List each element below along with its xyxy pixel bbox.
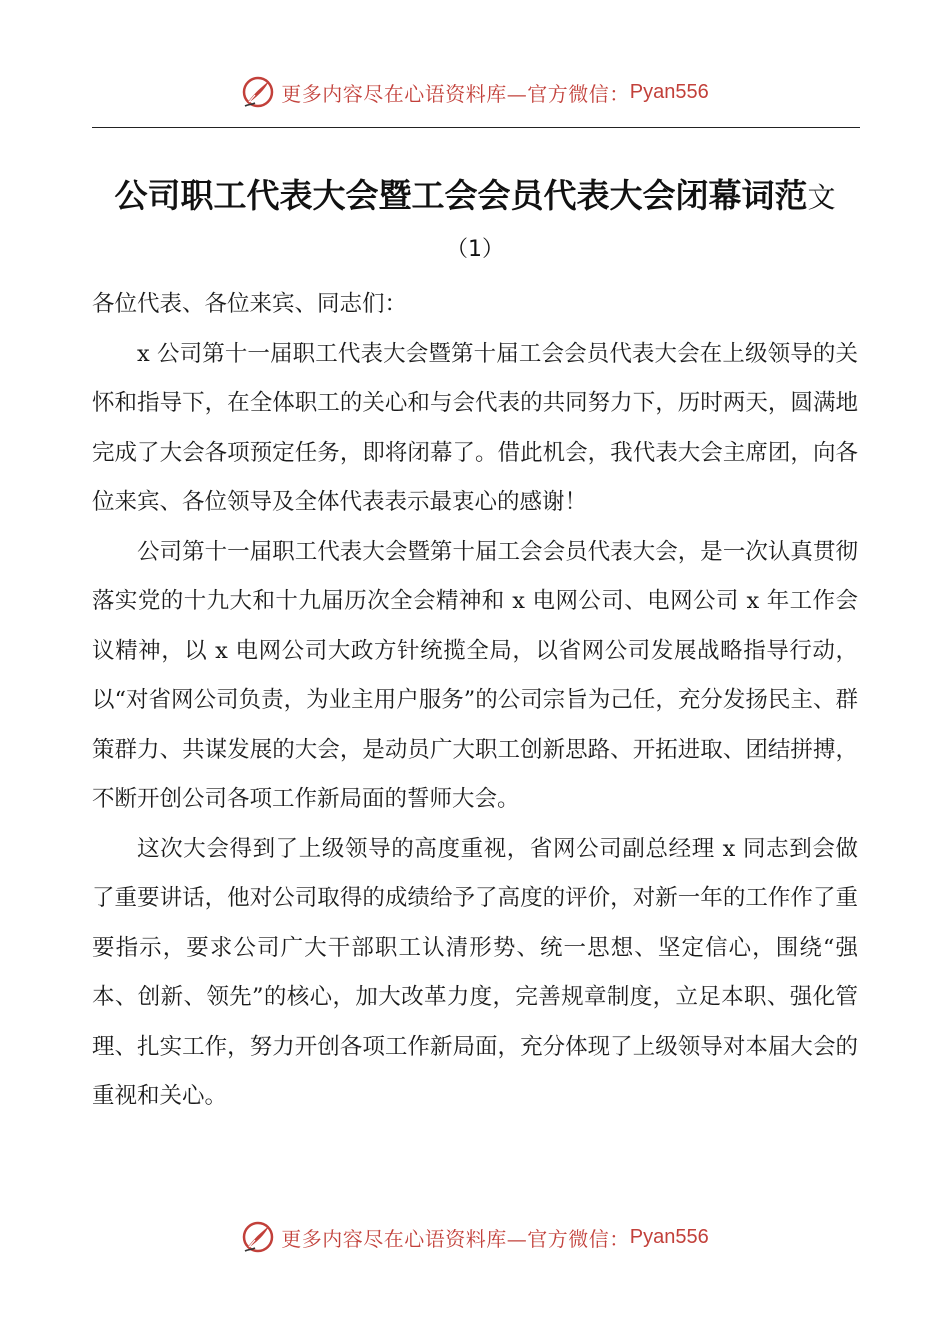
header-divider bbox=[92, 127, 860, 128]
document-subtitle: （1） bbox=[446, 237, 504, 262]
header-banner bbox=[0, 70, 950, 114]
banner-wechat-id: Pyan556 bbox=[629, 1225, 709, 1248]
title-main: 公司职工代表大会暨工会会员代表大会闭幕词范 bbox=[114, 176, 808, 215]
title-tail: 文 bbox=[807, 181, 836, 214]
paragraph-1: x 公司第十一届职工代表大会暨第十届工会会员代表大会在上级领导的关怀和指导下，在全体职工的关心和与会代表的共同努力下，历时两天，圆满地完成了大会各项预定任务，即将闭幕了。借此机会，我代表大会主席团，向各位来宾、各位领导及全体代表表示最衷心的感谢！ bbox=[92, 340, 858, 515]
banner-text: 更多内容尽在心语资料库—官方微信： bbox=[281, 1226, 630, 1251]
banner-text: 更多内容尽在心语资料库—官方微信： bbox=[281, 81, 630, 106]
document-body bbox=[92, 280, 858, 1122]
quill-pen-logo-icon bbox=[241, 1220, 275, 1254]
salutation: 各位代表、各位来宾、同志们： bbox=[92, 291, 408, 317]
quill-pen-logo-icon bbox=[241, 75, 275, 109]
paragraph-3: 这次大会得到了上级领导的高度重视，省网公司副总经理 x 同志到会做了重要讲话，他对公司取得的成绩给予了高度的评价，对新一年的工作作了重要指示，要求公司广大干部职工认清形势、统一思想、坚定信心，围绕“强本、创新、领先”的核心，加大改革力度，完善规章制度，立足本职、强化管理、扎实工作，努力开创各项工作新局面，充分体现了上级领导对本届大会的重视和关心。 bbox=[92, 835, 858, 1109]
footer-banner bbox=[0, 1215, 950, 1259]
banner-wechat-id: Pyan556 bbox=[629, 80, 709, 103]
document-title bbox=[60, 170, 890, 217]
paragraph-2: 公司第十一届职工代表大会暨第十届工会会员代表大会，是一次认真贯彻落实党的十九大和十九届历次全会精神和 x 电网公司、电网公司 x 年工作会议精神，以 x 电网公司大政方针统揽全局，以省网公司发展战略指导行动，以“对省网公司负责，为业主用户服务”的公司宗旨为己任，充分发扬民主、群策群力、共谋发展的大会，是动员广大职工创新思路、开拓进取、团结拼搏，不断开创公司各项工作新局面的誓师大会。 bbox=[92, 538, 858, 812]
